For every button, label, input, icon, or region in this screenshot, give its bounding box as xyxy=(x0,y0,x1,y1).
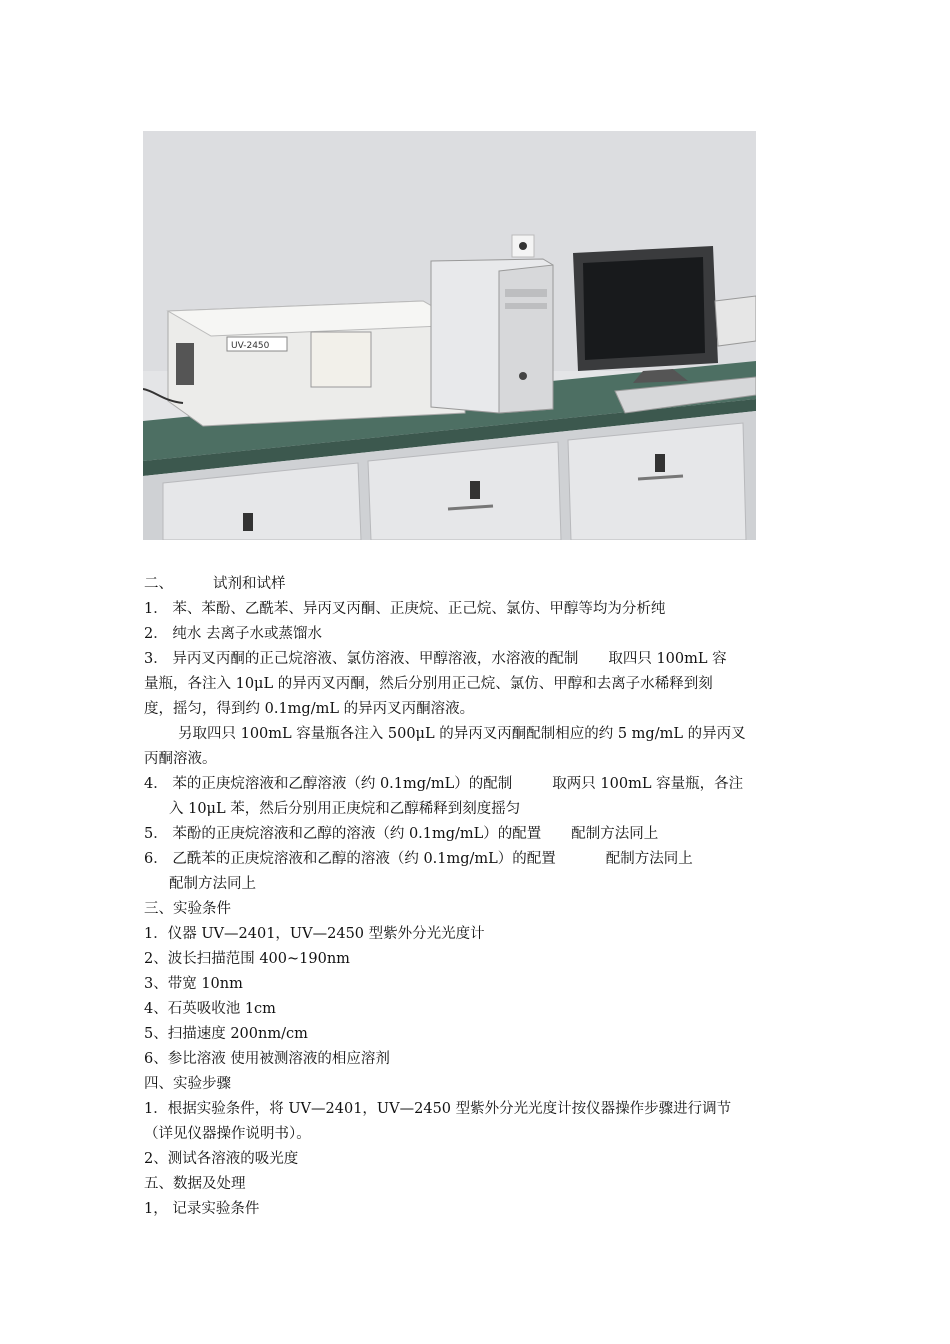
item-2-6-line1 xyxy=(144,847,810,872)
item-2-3-line2: 量瓶，各注入 10μL 的异丙叉丙酮，然后分别用正己烷、氯仿、甲醇和去离子水稀释到刻 xyxy=(144,676,713,692)
item-2-6-line2: 配制方法同上 xyxy=(169,876,256,892)
item-2-1: 1． 苯、苯酚、乙酰苯、异丙叉丙酮、正庚烷、正己烷、氯仿、甲醇等均为分析纯 xyxy=(144,601,666,617)
item-5-1: 1， 记录实验条件 xyxy=(144,1201,260,1217)
section-4-title: 四、实验步骤 xyxy=(144,1076,231,1092)
item-4-1-line1: 1．根据实验条件，将 UV—2401，UV—2450 型紫外分光光度计按仪器操作步骤进行调节 xyxy=(144,1101,732,1117)
item-3-2: 2、波长扫描范围 400~190nm xyxy=(144,951,350,967)
section-2-number: 二、 xyxy=(144,576,173,592)
lab-photo xyxy=(143,131,756,540)
document-body xyxy=(144,572,810,1222)
item-2-4-line2: 入 10μL 苯，然后分别用正庚烷和乙醇稀释到刻度摇匀 xyxy=(169,801,521,817)
item-3-5: 5、扫描速度 200nm/cm xyxy=(144,1026,308,1042)
section-2-heading: 试剂和试样 xyxy=(213,576,286,592)
item-2-3-line1 xyxy=(144,647,810,672)
item-2-6-method: 配制方法同上 xyxy=(605,851,693,867)
item-2-4-line1 xyxy=(144,772,810,797)
item-2-5 xyxy=(144,822,810,847)
section-3-title: 三、实验条件 xyxy=(144,901,231,917)
item-2-5-title: 5． 苯酚的正庚烷溶液和乙醇的溶液（约 0.1mg/mL）的配置 xyxy=(144,826,542,842)
item-2-4-title: 4． 苯的正庚烷溶液和乙醇溶液（约 0.1mg/mL）的配制 xyxy=(144,776,513,792)
item-3-4: 4、石英吸收池 1cm xyxy=(144,1001,276,1017)
item-3-3: 3、带宽 10nm xyxy=(144,976,243,992)
item-2-3-line3: 度，摇匀，得到约 0.1mg/mL 的异丙叉丙酮溶液。 xyxy=(144,701,475,717)
item-2-4-method: 取两只 100mL 容量瓶，各注 xyxy=(552,776,744,792)
lab-photo-svg xyxy=(143,131,756,540)
item-4-2: 2、测试各溶液的吸光度 xyxy=(144,1151,299,1167)
item-2-5-method: 配制方法同上 xyxy=(571,826,659,842)
item-3-6: 6、参比溶液 使用被测溶液的相应溶剂 xyxy=(144,1051,390,1067)
item-3-1: 1．仪器 UV—2401，UV—2450 型紫外分光光度计 xyxy=(144,926,485,942)
item-2-3-line5: 丙酮溶液。 xyxy=(144,751,217,767)
section-5-title: 五、数据及处理 xyxy=(144,1176,246,1192)
item-4-1-line2: （详见仪器操作说明书）。 xyxy=(144,1126,311,1142)
instrument-label: UV-2450 xyxy=(231,341,270,351)
item-2-3-title: 3． 异丙叉丙酮的正己烷溶液、氯仿溶液、甲醇溶液，水溶液的配制 xyxy=(144,651,579,667)
section-2-title xyxy=(144,572,810,597)
item-2-2: 2． 纯水 去离子水或蒸馏水 xyxy=(144,626,322,642)
item-2-6-title: 6． 乙酰苯的正庚烷溶液和乙醇的溶液（约 0.1mg/mL）的配置 xyxy=(144,851,556,867)
item-2-3-method: 取四只 100mL 容 xyxy=(608,651,727,667)
item-2-3-line4: 另取四只 100mL 容量瓶各注入 500μL 的异丙叉丙酮配制相应的约 5 mg/mL 的异丙叉 xyxy=(178,726,746,742)
